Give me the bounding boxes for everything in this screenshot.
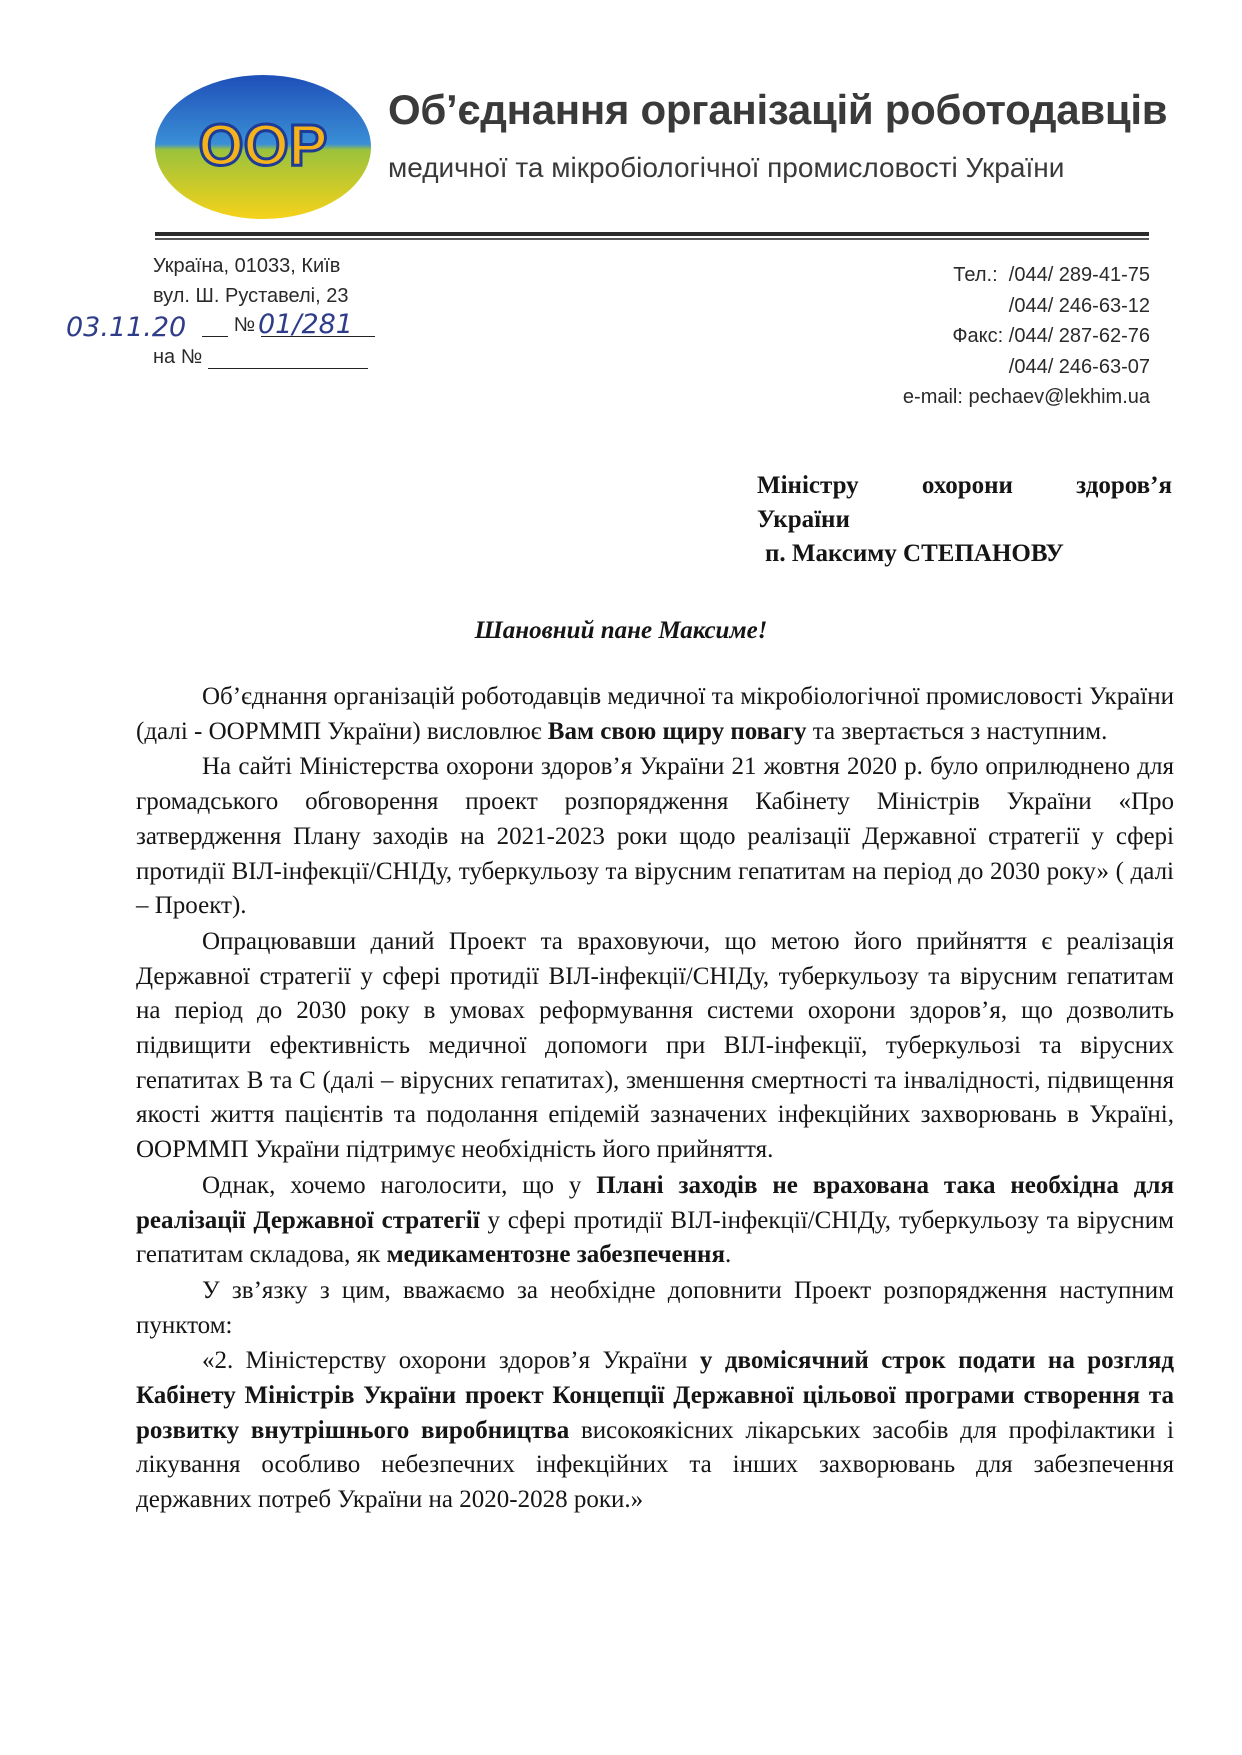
organization-name: Об’єднання організацій роботодавців [388, 86, 1168, 133]
paragraph-6: «2. Міністерству охорони здоров’я України у двомісячний строк подати на розгляд Кабінету Міністрів України проект Концепції Державної цільової програми створення та розвитку внутрішнього виробництва високоякісних лікарських засобів для профілактики і лікування особливо небезпечних інфекційних та інших захворювань для забезпечення державних потреб України на 2020-2028 роки.» [136, 1347, 1174, 1514]
addressee-line-2: України [757, 506, 850, 533]
salutation: Шановний пане Максиме! [474, 617, 768, 644]
paragraph-2: На сайті Міністерства охорони здоров’я України 21 жовтня 2020 р. було оприлюднено для громадського обговорення проект розпорядження Кабінету Міністрів України «Про затвердження Плану заходів на 2021-2023 роки щодо реалізації Державної стратегії у сфері протидії ВІЛ-інфекції/СНІДу, туберкульозу та вірусним гепатитам на період до 2030 року» ( далі – Проект). [136, 753, 1174, 920]
logo-text: ООР [198, 113, 328, 178]
handwritten-date: 03.11.20 [66, 312, 187, 343]
contact-block [903, 260, 1150, 413]
organization-logo [152, 72, 374, 222]
number-label: № [233, 314, 256, 336]
address-city: Україна, 01033, Київ [153, 255, 341, 277]
header-divider [155, 232, 1149, 236]
paragraph-5: У зв’язку з цим, вважаємо за необхідне доповнити Проект розпорядження наступним пунктом: [136, 1276, 1174, 1339]
addressee-word-3: здоров’я [1076, 472, 1172, 499]
fax-line-1: Факс: /044/ 287-62-76 [952, 325, 1150, 347]
paragraph-4: Однак, хочемо наголосити, що у Плані заходів не врахована така необхідна для реалізації Державної стратегії у сфері протидії ВІЛ-інфекції/СНІДу, туберкульозу та вірусним гепатитам складова, як медикаментозне забезпечення. [136, 1171, 1174, 1269]
handwritten-number: 01/281 [258, 309, 353, 340]
email-line: e-mail: pechaev@lekhim.ua [902, 386, 1150, 408]
addressee-word-1: Міністру [757, 472, 859, 499]
paragraph-3: Опрацювавши даний Проект та враховуючи, що метою його прийняття є реалізація Державної стратегії у сфері протидії ВІЛ-інфекції/СНІДу, туберкульозу та вірусним гепатитам на період до 2030 року в умовах реформування системи охорони здоров’я, що дозволить підвищити ефективність медичної допомоги при ВІЛ-інфекції, туберкульозі та вірусних гепатитах В та С (далі – вірусних гепатитах), зменшення смертності та інвалідності, підвищення якості життя пацієнтів та подолання епідемій зазначених інфекційних захворювань в Україні, ООРММП України підтримує необхідність його прийняття. [136, 927, 1174, 1164]
tel-line-2: /044/ 246-63-12 [1008, 294, 1150, 317]
letter-body [136, 680, 1174, 1518]
reply-to-label: на № [153, 346, 203, 368]
reply-to-number [153, 346, 368, 369]
organization-subtitle: медичної та мікробіологічної промисловості України [388, 152, 1065, 183]
addressee-word-2: охорони [921, 472, 1013, 499]
address-street: вул. Ш. Руставелі, 23 [153, 285, 349, 307]
tel-line-1: Тел.: /044/ 289-41-75 [953, 264, 1150, 286]
header-divider-thin [155, 238, 1149, 240]
reply-to-underline [208, 346, 368, 369]
email-link[interactable]: pechaev@lekhim.ua [968, 386, 1150, 408]
paragraph-1: Об’єднання організацій роботодавців медичної та мікробіологічної промисловості України (далі - ООРММП України) висловлює Вам свою щиру повагу та звертається з наступним. [136, 683, 1174, 745]
addressee-name: п. Максиму СТЕПАНОВУ [765, 540, 1064, 567]
date-underline [202, 314, 228, 337]
addressee-block [757, 469, 1172, 571]
fax-line-2: /044/ 246-63-07 [1008, 355, 1150, 378]
